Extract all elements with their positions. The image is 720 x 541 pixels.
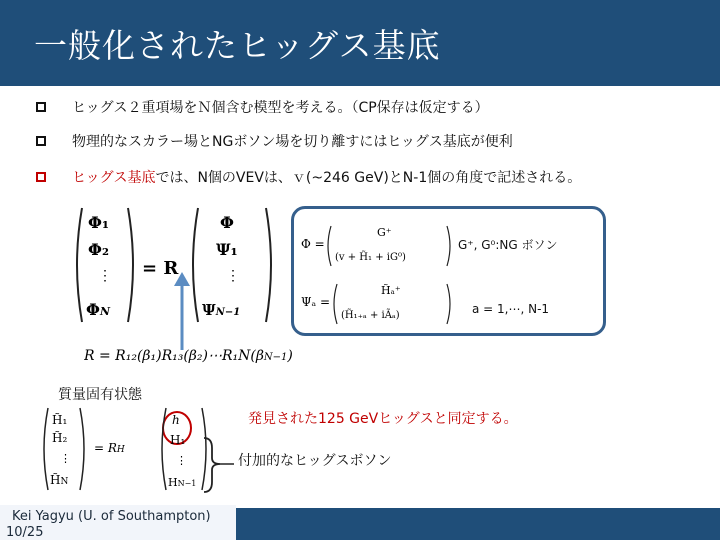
svg-text:(H̃₁₊ₐ + iÃₐ): (H̃₁₊ₐ + iÃₐ) (341, 310, 400, 321)
bullet-3-text: では、N個のVEVは、ｖ(~246 GeV)とN-1個の角度で記述される。 (155, 170, 582, 186)
rotation-product-formula (84, 342, 344, 368)
svg-text:= RH: = RH (94, 441, 125, 455)
svg-text:Φ₁: Φ₁ (88, 213, 109, 232)
ng-boson-note: G⁺, G⁰:NG ボソン (458, 238, 558, 252)
svg-text:Φ₂: Φ₂ (88, 240, 109, 259)
svg-text:Ψₐ =: Ψₐ = (301, 295, 331, 309)
svg-text:ΨN−1: ΨN−1 (202, 301, 241, 319)
bullet-square-icon (36, 172, 46, 182)
svg-text:H̃ₐ⁺: H̃ₐ⁺ (381, 284, 401, 297)
svg-text:h: h (172, 413, 180, 427)
svg-text:H̃N: H̃N (50, 473, 69, 487)
arrow-up-icon (170, 270, 194, 352)
svg-text:⋮: ⋮ (176, 454, 187, 467)
footer-page-number: 10/25 (6, 525, 44, 540)
svg-text:⋮: ⋮ (226, 268, 240, 284)
svg-text:H̃₂: H̃₂ (52, 431, 68, 445)
svg-text:(v + H̃₁ + iG⁰): (v + H̃₁ + iG⁰) (335, 252, 406, 263)
footer-text (6, 509, 211, 541)
slide-title: 一般化されたヒッグス基底 (34, 26, 441, 65)
bullet-2-text: 物理的なスカラー場とNGボソン場を切り離すにはヒッグス基底が便利 (72, 134, 513, 150)
bullet-3-red-text: ヒッグス基底 (72, 170, 156, 186)
bullet-square-icon (36, 102, 46, 112)
field-definitions-formula (297, 212, 477, 332)
svg-text:⋮: ⋮ (60, 452, 71, 465)
svg-text:= R: = R (142, 258, 179, 279)
bullet-3 (36, 167, 581, 187)
svg-text:HN−1: HN−1 (168, 476, 197, 489)
svg-text:R = R₁₂(β₁)R₁₃(β₂)⋯R₁N(βN−1): R = R₁₂(β₁)R₁₃(β₂)⋯R₁N(βN−1) (84, 348, 293, 364)
bullet-1-text: ヒッグス２重項場をＮ個含む模型を考える。（CP保存は仮定する） (72, 100, 489, 116)
footer-author: Kei Yagyu (U. of Southampton) (12, 509, 211, 524)
svg-text:⋮: ⋮ (98, 268, 112, 284)
svg-text:Φ =: Φ = (301, 237, 325, 251)
svg-text:H₁: H₁ (170, 433, 186, 447)
svg-text:Ψ₁: Ψ₁ (216, 240, 238, 259)
mass-eigenstate-label: 質量固有状態 (58, 387, 142, 403)
svg-text:H̃₁: H̃₁ (52, 413, 68, 427)
bullet-2 (36, 131, 513, 151)
index-range-note: a = 1,⋯, N-1 (472, 302, 550, 316)
svg-text:G⁺: G⁺ (377, 226, 392, 239)
svg-text:Φ: Φ (220, 213, 234, 232)
svg-text:ΦN: ΦN (86, 300, 110, 319)
bullet-1 (36, 97, 489, 117)
additional-higgs-note: 付加的なヒッグスボソン (238, 453, 392, 469)
identification-note: 発見された125 GeVヒッグスと同定する。 (248, 411, 518, 427)
additional-higgs-brace (200, 436, 240, 494)
bullet-square-icon (36, 136, 46, 146)
